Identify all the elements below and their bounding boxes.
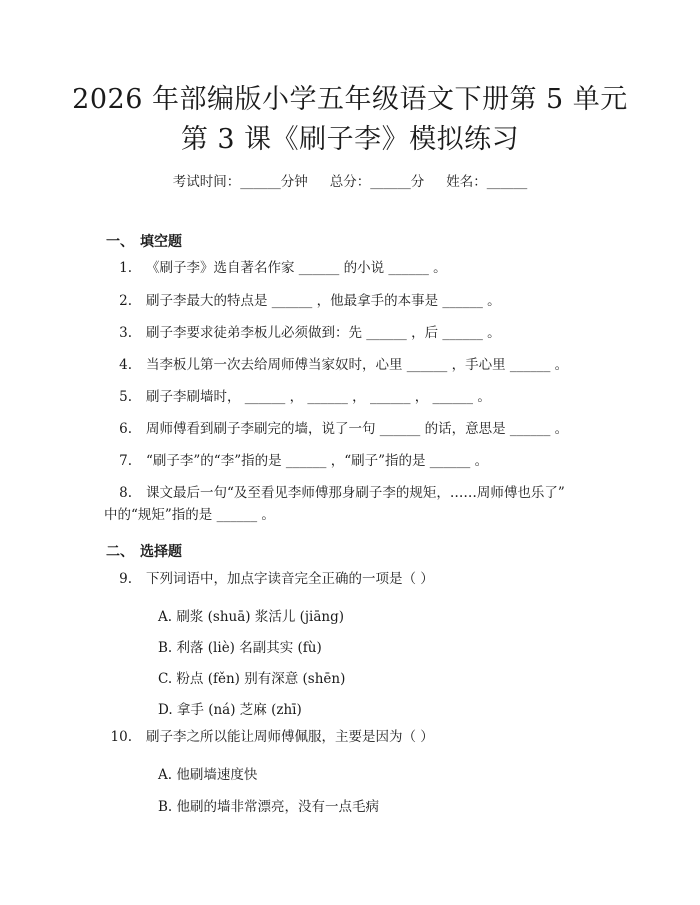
option-b: B. 利落 (liè) 名副其实 (fù) xyxy=(158,640,322,656)
question-number: 7. xyxy=(119,453,132,469)
question-text: 刷子李之所以能让周师傅佩服，主要是因为（ ） xyxy=(146,729,434,745)
question-3 xyxy=(104,327,501,341)
question-number: 9. xyxy=(119,571,132,587)
question-8 xyxy=(104,482,604,526)
exam-time-field: 考试时间：______分钟 xyxy=(172,174,308,190)
question-text: 刷子李刷墙时， ______ ， ______ ， ______ ， ______ 。 xyxy=(146,389,491,405)
question-text: 刷子李要求徒弟李板儿必须做到：先 ______ ，后 ______ 。 xyxy=(146,325,501,341)
section-title: 填空题 xyxy=(140,234,182,250)
question-text: 当李板儿第一次去给周师傅当家奴时，心里 ______ ，手心里 ______ 。 xyxy=(146,357,569,373)
question-5 xyxy=(104,391,491,405)
question-number: 3. xyxy=(119,325,132,341)
section-heading-multiple-choice xyxy=(106,541,182,561)
section-title: 选择题 xyxy=(140,544,182,560)
option-a: A. 他刷墙速度快 xyxy=(158,767,258,783)
student-name-field: 姓名：______ xyxy=(446,174,528,190)
question-4 xyxy=(104,359,568,373)
question-number: 5. xyxy=(119,389,132,405)
section-number: 二、 xyxy=(106,544,134,560)
question-1 xyxy=(104,262,447,276)
question-text: 《刷子李》选自著名作家 ______ 的小说 ______ 。 xyxy=(146,260,447,276)
option-a: A. 刷浆 (shuā) 浆活儿 (jiāng) xyxy=(158,609,345,625)
question-text: “刷子李”的“李”指的是 ______ ，“刷子”指的是 ______ 。 xyxy=(146,453,489,469)
section-heading-fill-in xyxy=(106,231,182,251)
question-number: 1. xyxy=(119,260,132,276)
page-title-line-1: 2026 年部编版小学五年级语文下册第 5 单元 xyxy=(72,84,628,115)
question-2 xyxy=(104,295,501,309)
option-b: B. 他刷的墙非常漂亮，没有一点毛病 xyxy=(158,799,380,815)
question-number: 2. xyxy=(119,293,132,309)
question-7 xyxy=(104,455,488,469)
question-number: 8. xyxy=(119,485,132,501)
question-text: 下列词语中，加点字读音完全正确的一项是（ ） xyxy=(146,571,434,587)
question-9 xyxy=(104,573,434,587)
question-text: 课文最后一句“及至看见李师傅那身刷子李的规矩，……周师傅也乐了” xyxy=(146,485,565,501)
question-text: 周师傅看到刷子李刷完的墙，说了一句 ______ 的话，意思是 ______ 。 xyxy=(146,421,569,437)
question-text: 刷子李最大的特点是 ______ ，他最拿手的本事是 ______ 。 xyxy=(146,293,501,309)
question-number: 6. xyxy=(119,421,132,437)
question-text-continued: 中的“规矩”指的是 ______ 。 xyxy=(104,507,275,523)
page-title-line-2: 第 3 课《刷子李》模拟练习 xyxy=(180,124,520,155)
question-number: 10. xyxy=(110,729,132,745)
question-number: 4. xyxy=(119,357,132,373)
question-10 xyxy=(104,731,434,745)
exam-info-row xyxy=(0,170,700,190)
total-score-field: 总分：______分 xyxy=(329,174,425,190)
section-number: 一、 xyxy=(106,234,134,250)
option-d: D. 拿手 (ná) 芝麻 (zhī) xyxy=(158,702,302,718)
option-c: C. 粉点 (fěn) 别有深意 (shēn) xyxy=(158,671,346,687)
question-6 xyxy=(104,423,568,437)
